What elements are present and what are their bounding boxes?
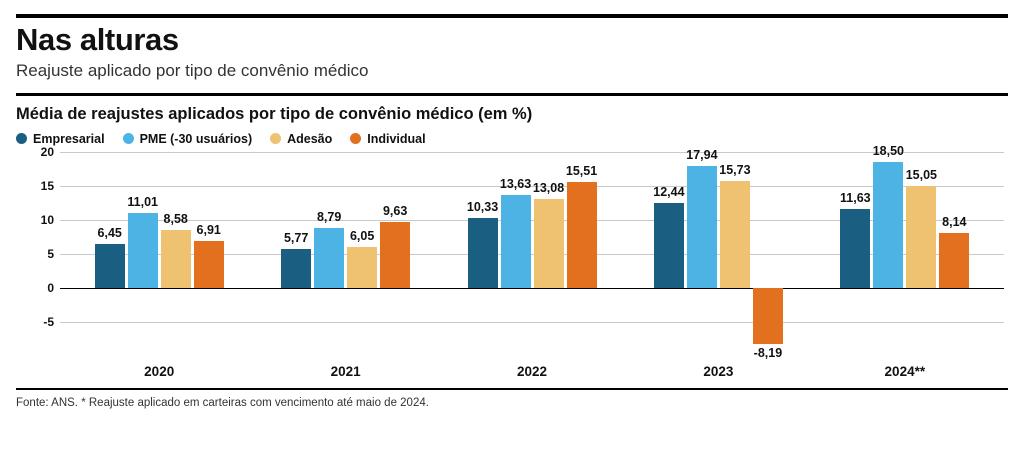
bar[interactable] [687,166,717,288]
bar-value-label: 15,05 [905,167,937,182]
bar-value-label: 8,58 [163,211,188,226]
bar[interactable] [654,203,684,288]
bar[interactable] [567,182,597,287]
bar[interactable] [380,222,410,287]
legend-label: Individual [367,131,426,146]
bar-group [66,152,252,356]
bar-column[interactable] [380,152,410,356]
bar-value-label: 6,91 [196,222,221,237]
bar-group [252,152,438,356]
y-axis-tick-label: 0 [47,280,54,295]
legend-swatch-icon [350,133,361,144]
bar-column[interactable] [468,152,498,356]
bar-value-label: -8,19 [753,345,783,360]
bar-value-label: 8,14 [942,214,967,229]
bar[interactable] [161,230,191,288]
bar-column[interactable] [128,152,158,356]
y-axis-tick-label: -5 [43,314,54,329]
legend-label: PME (-30 usuários) [139,131,253,146]
bar-column[interactable] [95,152,125,356]
bottom-divider [16,388,1008,390]
bar[interactable] [281,249,311,288]
source-note: Fonte: ANS. * Reajuste aplicado em carteiras com vencimento até maio de 2024. [16,396,429,409]
x-axis-label: 2021 [330,363,361,379]
bar-value-label: 5,77 [283,230,309,245]
bar-value-label: 10,33 [466,199,499,214]
x-axis-label: 2023 [703,363,734,379]
bar[interactable] [720,181,750,288]
x-axis [60,358,1004,384]
x-axis-label: 2022 [516,363,548,379]
bar[interactable] [534,199,564,288]
bar[interactable] [314,228,344,288]
bar[interactable] [906,186,936,288]
infographic-page [0,14,1024,454]
y-axis-tick-label: 15 [40,178,54,193]
bar-column[interactable] [347,152,377,356]
bar-column[interactable] [314,152,344,356]
legend-label: Adesão [287,131,333,146]
bar[interactable] [873,162,903,288]
bar-column[interactable] [194,152,224,356]
bar[interactable] [194,241,224,288]
bar[interactable] [347,247,377,288]
bar-groups [60,144,1004,360]
bar-value-label: 11,63 [840,190,871,205]
bar-column[interactable] [501,152,531,356]
bar[interactable] [939,233,969,288]
bar-group [625,147,811,360]
legend-swatch-icon [270,133,281,144]
bar-value-label: 9,63 [382,204,408,219]
bar-column[interactable] [939,152,969,356]
bar-column[interactable] [686,147,718,356]
bar-column[interactable] [753,152,783,360]
bar[interactable] [128,213,158,288]
bar-value-label: 17,94 [686,147,718,162]
bar-value-label: 13,63 [499,177,532,192]
chart-canvas [40,144,1004,360]
bar[interactable] [840,209,870,288]
chart-legend [16,132,1008,146]
bar-value-label: 12,44 [653,185,685,200]
bar-column[interactable] [906,152,936,356]
x-axis-label: 2020 [144,363,175,379]
chart-title: Média de reajustes aplicados por tipo de convênio médico (em %) [16,104,533,123]
y-axis-tick-label: 10 [40,212,54,227]
bar-column[interactable] [872,144,904,356]
bar-column[interactable] [654,152,684,356]
legend-item [123,132,253,146]
legend-label: Empresarial [33,131,105,146]
bar-value-label: 6,05 [349,228,375,243]
bar-group [812,144,998,356]
y-axis-tick-label: 20 [40,144,54,159]
bar[interactable] [95,244,125,288]
legend-item [350,132,425,146]
bar-column[interactable] [161,152,191,356]
bar-column[interactable] [567,152,597,356]
x-axis-label: 2024** [884,363,926,379]
bar-value-label: 18,50 [872,144,904,159]
bar[interactable] [753,288,783,344]
page-title: Nas alturas [16,22,179,57]
bar-column[interactable] [840,152,870,356]
bar-value-label: 6,45 [97,226,122,241]
legend-swatch-icon [123,133,134,144]
top-divider [16,14,1008,18]
bar-value-label: 11,01 [127,195,158,210]
bar-column[interactable] [281,152,311,356]
middle-divider [16,93,1008,96]
legend-swatch-icon [16,133,27,144]
bar[interactable] [468,218,498,288]
bar-value-label: 8,79 [316,210,342,225]
bar-column[interactable] [720,152,750,356]
y-axis-tick-label: 5 [47,246,54,261]
bar-value-label: 13,08 [532,180,565,195]
bar[interactable] [501,195,531,288]
bar-value-label: 15,51 [565,164,598,179]
bar-column[interactable] [534,152,564,356]
chart-plot-area [16,144,1008,384]
legend-item [270,132,332,146]
bar-group [439,152,625,356]
legend-item [16,132,105,146]
page-subtitle: Reajuste aplicado por tipo de convênio médico [16,60,369,80]
bar-value-label: 15,73 [719,162,751,177]
